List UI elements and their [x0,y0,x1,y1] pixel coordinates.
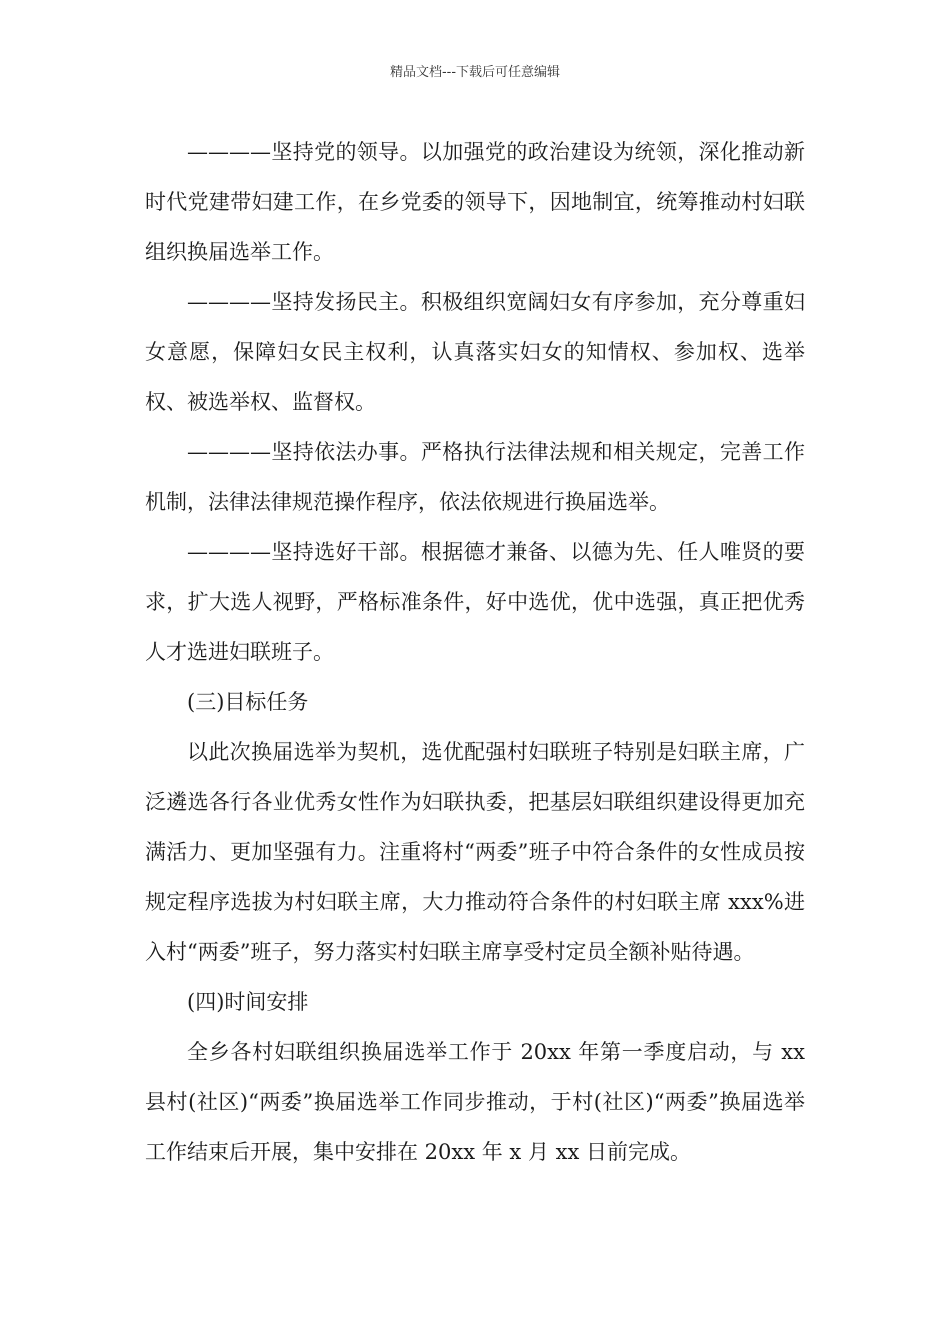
section-heading-goals: (三)目标任务 [187,690,309,714]
paragraph-select-cadres: ————坚持选好干部。根据德才兼备、以德为先、任人唯贤的要求，扩大选人视野，严格标准条件，好中选优，优中选强，真正把优秀人才选进妇联班子。 [145,540,805,664]
paragraph-party-leadership: ————坚持党的领导。以加强党的政治建设为统领，深化推动新时代党建带妇建工作，在乡党委的领导下，因地制宜，统筹推动村妇联组织换届选举工作。 [145,140,805,264]
page-header: 精品文档---下载后可任意编辑 [389,65,561,80]
section-heading-schedule: (四)时间安排 [187,990,309,1014]
document-body [145,127,805,1177]
paragraph-schedule: 全乡各村妇联组织换届选举工作于 20xx 年第一季度启动，与 xx 县村(社区)“两委”换届选举工作同步推动，于村(社区)“两委”换届选举工作结束后开展，集中安排在 20xx 年 x 月 xx 日前完成。 [145,1040,805,1164]
paragraph-rule-of-law: ————坚持依法办事。严格执行法律法规和相关规定，完善工作机制，法律法律规范操作程序，依法依规进行换届选举。 [145,440,805,514]
paragraph-goals: 以此次换届选举为契机，选优配强村妇联班子特别是妇联主席，广泛遴选各行各业优秀女性作为妇联执委，把基层妇联组织建设得更加充满活力、更加坚强有力。注重将村“两委”班子中符合条件的女性成员按规定程序选拔为村妇联主席，大力推动符合条件的村妇联主席 xxx%进入村“两委”班子，努力落实村妇联主席享受村定员全额补贴待遇。 [145,740,805,964]
paragraph-democracy: ————坚持发扬民主。积极组织宽阔妇女有序参加，充分尊重妇女意愿，保障妇女民主权利，认真落实妇女的知情权、参加权、选举权、被选举权、监督权。 [145,290,805,414]
